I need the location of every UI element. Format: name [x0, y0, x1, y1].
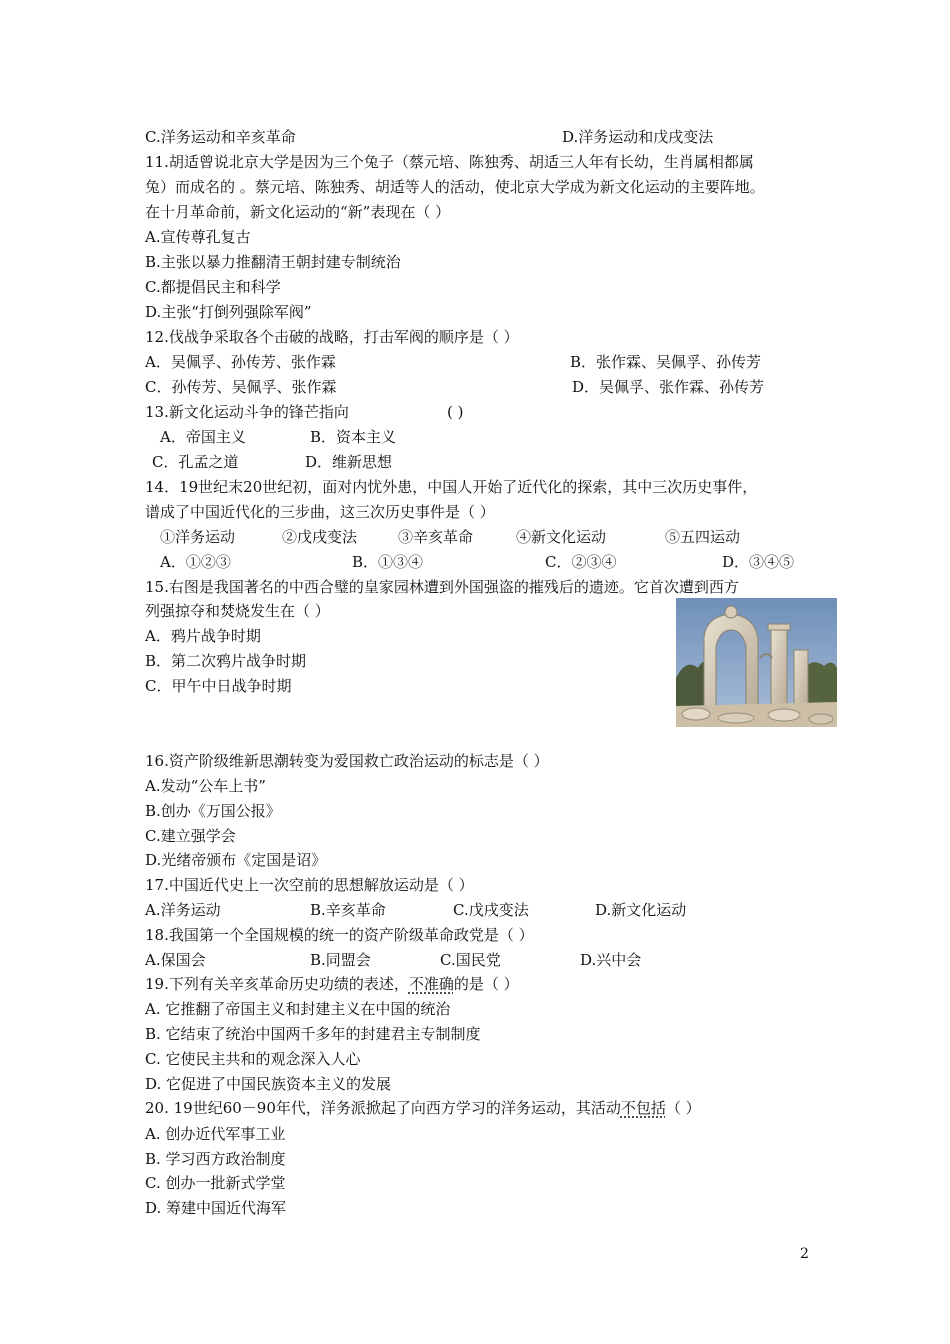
q12-option-d: D．吴佩孚、张作霖、孙传芳 [572, 378, 765, 396]
q13-option-a: A．帝国主义 [160, 428, 246, 446]
q19-option-a: A. 它推翻了帝国主义和封建主义在中国的统治 [145, 1000, 451, 1018]
q20-stem-post: （ ） [665, 1099, 701, 1117]
q12-option-b: B．张作霖、吴佩孚、孙传芳 [570, 353, 762, 371]
q16-option-d: D.光绪帝颁布《定国是诏》 [145, 851, 327, 869]
q20-option-d: D. 筹建中国近代海军 [145, 1199, 287, 1217]
q14-item-5: ⑤五四运动 [665, 528, 741, 546]
q11-stem-line3: 在十月革命前，新文化运动的“新”表现在（ ） [145, 203, 451, 221]
q14-item-1: ①洋务运动 [160, 528, 236, 546]
q11-option-c: C.都提倡民主和科学 [145, 278, 281, 296]
q15-option-b: B．第二次鸦片战争时期 [145, 652, 307, 670]
q19-stem [145, 974, 519, 994]
q20-stem-emphasis: 不包括 [620, 1099, 666, 1117]
q12-option-c: C．孙传芳、吴佩孚、张作霖 [145, 378, 337, 396]
q11-stem-line2: 兔）而成名的 。蔡元培、陈独秀、胡适等人的活动，使北京大学成为新文化运动的主要阵地。 [145, 178, 765, 196]
q16-stem: 16.资产阶级维新思潮转变为爱国救亡政治运动的标志是（ ） [145, 752, 549, 770]
q15-stem-line2: 列强掠夺和焚烧发生在（ ） [145, 602, 330, 620]
q20-option-c: C. 创办一批新式学堂 [145, 1174, 286, 1192]
q19-option-d: D. 它促进了中国民族资本主义的发展 [145, 1075, 392, 1093]
q18-stem: 18.我国第一个全国规模的统一的资产阶级革命政党是（ ） [145, 926, 534, 944]
q13-stem: 13.新文化运动斗争的锋芒指向 [145, 403, 349, 421]
q13-answer-paren: ( ) [447, 403, 464, 421]
q14-item-3: ③辛亥革命 [398, 528, 474, 546]
q17-option-b: B.辛亥革命 [310, 901, 386, 919]
q15-option-c: C．甲午中日战争时期 [145, 677, 292, 695]
q19-stem-emphasis: 不准确 [408, 975, 454, 993]
q15-stem-line1: 15.右图是我国著名的中西合璧的皇家园林遭到外国强盗的摧残后的遗迹。它首次遭到西方 [145, 578, 739, 596]
q12-stem: 12.伐战争采取各个击破的战略，打击军阀的顺序是（ ） [145, 328, 519, 346]
q18-option-b: B.同盟会 [310, 951, 371, 969]
q17-option-c: C.戊戌变法 [453, 901, 529, 919]
q14-option-d: D．③④⑤ [722, 553, 795, 571]
q10-option-c: C.洋务运动和辛亥革命 [145, 128, 296, 146]
q20-stem [145, 1098, 701, 1118]
q20-option-b: B. 学习西方政治制度 [145, 1150, 286, 1168]
q14-item-4: ④新文化运动 [516, 528, 607, 546]
q18-option-c: C.国民党 [440, 951, 501, 969]
q16-option-c: C.建立强学会 [145, 827, 236, 845]
q14-stem-line2: 谱成了中国近代化的三步曲，这三次历史事件是（ ） [145, 503, 495, 521]
q14-item-2: ②戊戌变法 [282, 528, 358, 546]
q19-stem-post: 的是（ ） [453, 975, 519, 993]
q19-option-b: B. 它结束了统治中国两千多年的封建君主专制制度 [145, 1025, 481, 1043]
q17-option-d: D.新文化运动 [595, 901, 687, 919]
q18-option-a: A.保国会 [145, 951, 206, 969]
q14-option-c: C．②③④ [545, 553, 617, 571]
q18-option-d: D.兴中会 [580, 951, 642, 969]
q10-option-d: D.洋务运动和戊戌变法 [562, 128, 714, 146]
q11-stem-line1: 11.胡适曾说北京大学是因为三个兔子（蔡元培、陈独秀、胡适三人年有长幼，生肖属相都属 [145, 153, 754, 171]
q16-option-a: A.发动“公车上书” [145, 777, 266, 795]
q16-option-b: B.创办《万国公报》 [145, 802, 281, 820]
page-number: 2 [800, 1246, 809, 1262]
q15-option-a: A．鸦片战争时期 [145, 627, 261, 645]
q13-option-c: C．孔孟之道 [152, 453, 239, 471]
q11-option-d: D.主张“打倒列强除军阀” [145, 303, 312, 321]
q19-stem-pre: 19.下列有关辛亥革命历史功绩的表述， [145, 975, 409, 993]
q14-option-a: A．①②③ [160, 553, 231, 571]
q14-option-b: B．①③④ [352, 553, 424, 571]
ruins-photo [676, 598, 837, 727]
q20-option-a: A. 创办近代军事工业 [145, 1125, 286, 1143]
q13-option-d: D．维新思想 [305, 453, 393, 471]
q12-option-a: A．吴佩孚、孙传芳、张作霖 [145, 353, 336, 371]
q11-option-a: A.宣传尊孔复古 [145, 228, 251, 246]
q17-stem: 17.中国近代史上一次空前的思想解放运动是（ ） [145, 876, 474, 894]
q19-option-c: C. 它使民主共和的观念深入人心 [145, 1050, 361, 1068]
q17-option-a: A.洋务运动 [145, 901, 221, 919]
q14-stem-line1: 14．19世纪末20世纪初，面对内忧外患，中国人开始了近代化的探索，其中三次历史事件， [145, 478, 758, 496]
q11-option-b: B.主张以暴力推翻清王朝封建专制统治 [145, 253, 401, 271]
q13-option-b: B．资本主义 [310, 428, 397, 446]
q20-stem-pre: 20. 19世纪60－90年代，洋务派掀起了向西方学习的洋务运动，其活动 [145, 1099, 621, 1117]
